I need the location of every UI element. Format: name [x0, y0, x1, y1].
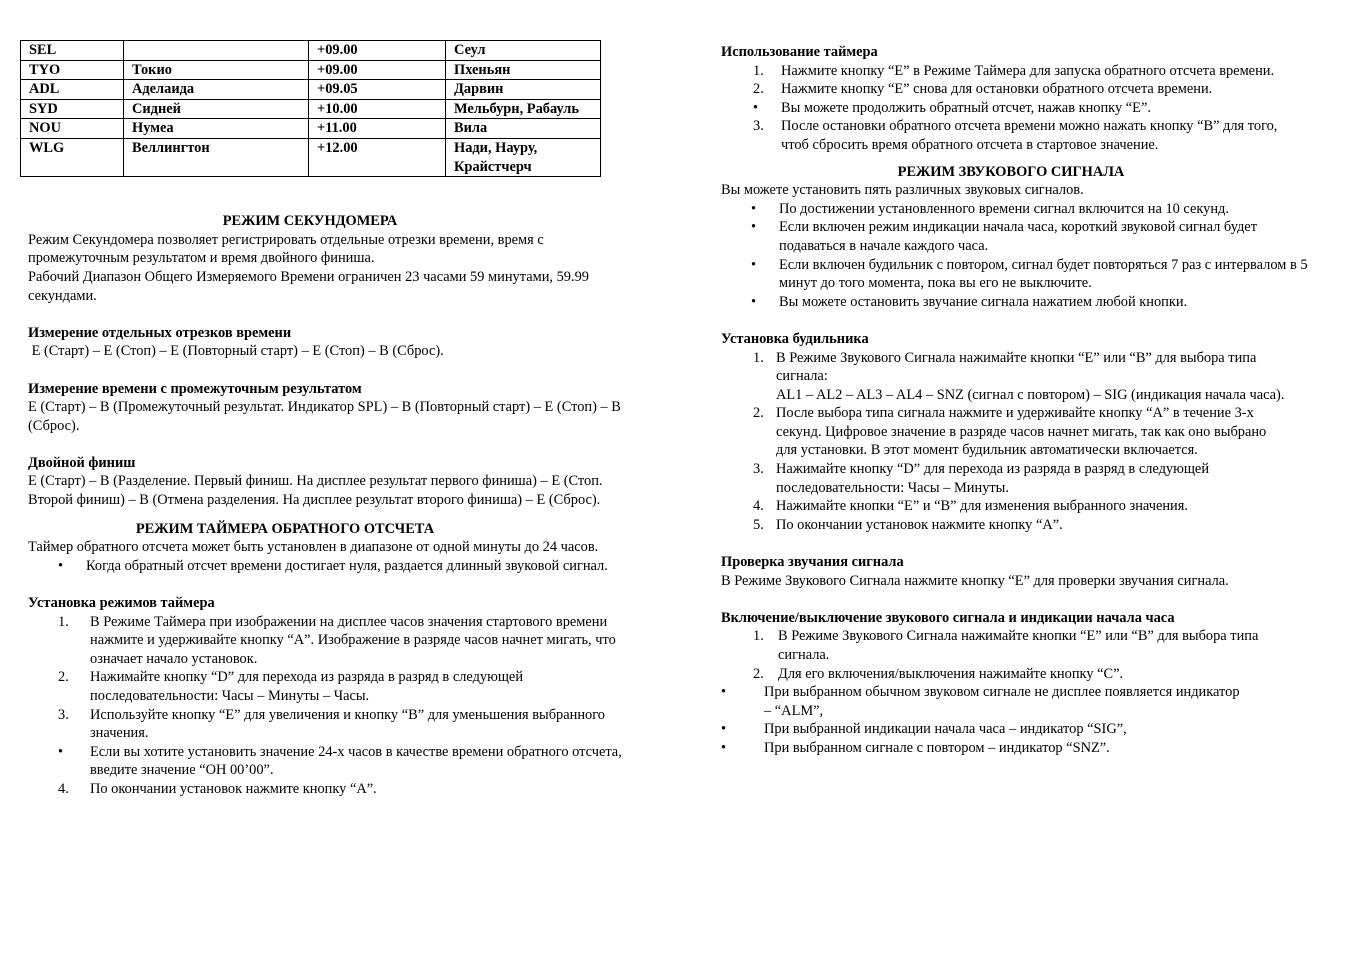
list-text: После выбора типа сигнала нажмите и удерживайте кнопку “A” в течение 3-х секунд. Цифровое значение в разряде часов начнет мигать, так как оно выбрано для установки. В этот момент будильник автоматически включается.	[776, 405, 1267, 459]
list-marker: 3.	[753, 461, 764, 478]
list-marker: 5.	[753, 516, 764, 533]
tz-code: ADL	[21, 80, 124, 100]
list-item	[753, 62, 1293, 81]
list-marker: 1.	[753, 628, 764, 645]
list-item	[753, 460, 1289, 497]
table-row	[21, 60, 601, 80]
list-text: Используйте кнопку “E” для увеличения и кнопку “B” для уменьшения выбранного значения.	[90, 706, 605, 742]
list-marker: •	[58, 743, 64, 760]
list-marker: 2.	[58, 669, 69, 686]
list-marker: 1.	[58, 613, 69, 630]
countdown-heading: РЕЖИМ ТАЙМЕРА ОБРАТНОГО ОТСЧЕТА	[135, 520, 435, 537]
countdown-intro: Таймер обратного отсчета может быть установлен в диапазоне от одной минуты до 24 часов.	[28, 539, 599, 556]
list-marker: 3.	[58, 706, 69, 723]
tz-offset: +09.00	[309, 60, 446, 80]
list-marker: 1.	[753, 349, 764, 366]
tz-city: Сидней	[124, 99, 309, 119]
list-marker: 2.	[753, 405, 764, 422]
indicator-bullets	[721, 683, 1241, 757]
split-text: E (Старт) – E (Стоп) – E (Повторный старт) – E (Стоп) – B (Сброс).	[28, 343, 444, 360]
list-text: Для его включения/выключения нажимайте кнопку “C”.	[778, 665, 1124, 682]
tz-other-cities: Сеул	[446, 41, 601, 61]
list-text: В Режиме Звукового Сигнала нажимайте кнопки “E” или “B” для выбора типа сигнала.	[778, 628, 1259, 663]
timer-use-list	[721, 62, 1293, 155]
tz-code: WLG	[21, 138, 124, 176]
list-marker: •	[753, 99, 759, 116]
bullet-marker: •	[751, 219, 757, 236]
tz-code: NOU	[21, 119, 124, 139]
list-text: Вы можете остановить звучание сигнала нажатием любой кнопки.	[779, 293, 1188, 310]
list-text: Вы можете продолжить обратный отсчет, нажав кнопку “E”.	[781, 99, 1151, 116]
tz-offset: +10.00	[309, 99, 446, 119]
tz-offset: +09.00	[309, 41, 446, 61]
tz-other-cities: Мельбурн, Рабауль	[446, 99, 601, 119]
tz-code: TYO	[21, 60, 124, 80]
list-text: Если включен будильник с повтором, сигнал будет повторяться 7 раз с интервалом в 5 минут до того момента, пока вы его не выключите.	[779, 256, 1308, 292]
double-finish-heading: Двойной финиш	[28, 454, 136, 471]
tz-other-cities: Вила	[446, 119, 601, 139]
list-item	[753, 349, 1289, 405]
list-text: При выбранном обычном звуковом сигнале не дисплее появляется индикатор – “ALM”,	[764, 684, 1240, 719]
alarm-test-text: В Режиме Звукового Сигнала нажмите кнопку “E” для проверки звучания сигнала.	[721, 572, 1229, 589]
list-item	[751, 293, 1311, 312]
tz-other-cities: Нади, Науру, Крайстчерч	[446, 138, 601, 176]
list-item	[753, 80, 1293, 99]
list-marker: 4.	[58, 780, 69, 797]
bullet-marker: •	[58, 557, 64, 574]
list-text: Если вы хотите установить значение 24-х часов в качестве времени обратного отсчета, введите значение “OH 00’00”.	[90, 743, 622, 779]
bullet-marker: •	[751, 200, 757, 217]
alarm-heading: РЕЖИМ ЗВУКОВОГО СИГНАЛА	[897, 163, 1125, 180]
list-item	[751, 218, 1311, 255]
list-text: Нажимайте кнопку “D” для перехода из разряда в разряд в следующей последовательности: Часы – Минуты – Часы.	[90, 669, 524, 704]
stopwatch-range: Рабочий Диапазон Общего Измеряемого Времени ограничен 23 часами 59 минутами, 59.99 секундами.	[28, 268, 589, 304]
list-text: В Режиме Таймера при изображении на дисплее часов значения стартового времени нажмите и удерживайте кнопку “A”. Изображение в разряде часов начнет мигать, что означает начало установок.	[90, 613, 616, 667]
bullet-marker: •	[721, 721, 727, 738]
list-item	[721, 683, 1241, 720]
table-row	[21, 80, 601, 100]
list-text: Нажимайте кнопку “D” для перехода из разряда в разряд в следующей последовательности: Часы – Минуты.	[776, 461, 1210, 496]
timer-use-heading: Использование таймера	[721, 44, 878, 60]
list-item	[753, 627, 1293, 664]
list-marker: 4.	[753, 498, 764, 515]
stopwatch-heading: РЕЖИМ СЕКУНДОМЕРА	[222, 213, 398, 230]
table-row	[21, 138, 601, 176]
alarm-types: AL1 – AL2 – AL3 – AL4 – SNZ (сигнал с повтором) – SIG (индикация начала часа).	[776, 386, 1285, 403]
list-text: После остановки обратного отсчета времени можно нажать кнопку “B” для того, чтоб сбросить время обратного отсчета в стартовое значение.	[781, 118, 1278, 153]
list-text	[776, 349, 1289, 405]
bullet-marker: •	[721, 739, 727, 756]
list-item	[58, 780, 628, 799]
table-row	[21, 119, 601, 139]
lap-text: E (Старт) – B (Промежуточный результат. Индикатор SPL) – B (Повторный старт) – E (Стоп) – B (Сброс).	[28, 399, 621, 434]
list-text: При выбранном сигнале с повтором – индикатор “SNZ”.	[764, 739, 1110, 756]
list-item	[753, 404, 1289, 460]
list-item	[58, 706, 628, 743]
list-text: Нажмите кнопку “E” снова для остановки обратного отсчета времени.	[781, 81, 1213, 98]
list-item	[753, 117, 1293, 154]
list-item	[20, 557, 628, 576]
alarm-toggle-list	[721, 627, 1293, 683]
tz-offset: +11.00	[309, 119, 446, 139]
list-marker: 3.	[753, 118, 764, 135]
list-item	[751, 200, 1311, 219]
list-item	[721, 720, 1241, 739]
list-item	[751, 256, 1311, 293]
table-row	[21, 41, 601, 61]
list-text-main: В Режиме Звукового Сигнала нажимайте кнопки “E” или “B” для выбора типа сигнала:	[776, 349, 1257, 385]
tz-city: Аделаида	[124, 80, 309, 100]
list-text: При выбранной индикации начала часа – индикатор “SIG”,	[764, 721, 1127, 738]
alarm-toggle-heading: Включение/выключение звукового сигнала и индикации начала часа	[721, 609, 1175, 626]
alarm-bullets	[721, 200, 1311, 312]
alarm-test-heading: Проверка звучания сигнала	[721, 554, 904, 571]
countdown-bullet: Когда обратный отсчет времени достигает нуля, раздается длинный звуковой сигнал.	[86, 557, 608, 574]
list-item	[753, 99, 1293, 118]
list-text: Нажмите кнопку “E” в Режиме Таймера для запуска обратного отсчета времени.	[781, 62, 1275, 79]
tz-offset: +09.05	[309, 80, 446, 100]
list-item	[58, 668, 628, 705]
tz-city: Нумеа	[124, 119, 309, 139]
right-column	[721, 40, 1321, 758]
tz-offset: +12.00	[309, 138, 446, 176]
list-item	[58, 613, 628, 669]
split-heading: Измерение отдельных отрезков времени	[28, 324, 292, 341]
list-marker: 2.	[753, 81, 764, 98]
bullet-marker: •	[721, 684, 727, 701]
bullet-marker: •	[751, 293, 757, 310]
list-text: Если включен режим индикации начала часа, короткий звуковой сигнал будет подаваться в начале каждого часа.	[779, 219, 1257, 254]
tz-code: SYD	[21, 99, 124, 119]
list-item	[753, 497, 1289, 516]
table-row	[21, 99, 601, 119]
alarm-set-list	[721, 349, 1289, 535]
list-item	[753, 665, 1293, 684]
list-item	[721, 739, 1241, 758]
tz-city: Токио	[124, 60, 309, 80]
stopwatch-intro: Режим Секундомера позволяет регистрировать отдельные отрезки времени, время с промежуточным результатом и время двойного финиша.	[28, 231, 544, 267]
tz-other-cities: Пхеньян	[446, 60, 601, 80]
list-item	[58, 743, 628, 780]
tz-city: Веллингтон	[124, 138, 309, 176]
alarm-set-heading: Установка будильника	[721, 330, 869, 347]
list-marker: 1.	[753, 62, 764, 79]
bullet-marker: •	[751, 256, 757, 273]
timer-setup-list	[20, 613, 628, 799]
list-text: По окончании установок нажмите кнопку “A”.	[776, 516, 1063, 533]
list-marker: 2.	[753, 665, 764, 682]
list-text: По достижении установленного времени сигнал включится на 10 секунд.	[779, 200, 1229, 217]
alarm-intro: Вы можете установить пять различных звуковых сигналов.	[721, 182, 1084, 199]
list-text: По окончании установок нажмите кнопку “A”.	[90, 780, 377, 797]
list-item	[753, 516, 1289, 535]
tz-city	[124, 41, 309, 61]
list-text: Нажимайте кнопки “E” и “B” для изменения выбранного значения.	[776, 498, 1188, 515]
left-column	[20, 40, 660, 799]
lap-heading: Измерение времени с промежуточным результатом	[28, 380, 362, 397]
timezone-table	[20, 40, 601, 177]
timer-setup-heading: Установка режимов таймера	[28, 595, 215, 612]
tz-other-cities: Дарвин	[446, 80, 601, 100]
double-finish-text: E (Старт) – B (Разделение. Первый финиш. На дисплее результат первого финиша) – E (Стоп. Второй финиш) – B (Отмена разделения. На дисплее результат второго финиша) – E (Сброс).	[28, 473, 603, 509]
tz-code: SEL	[21, 41, 124, 61]
